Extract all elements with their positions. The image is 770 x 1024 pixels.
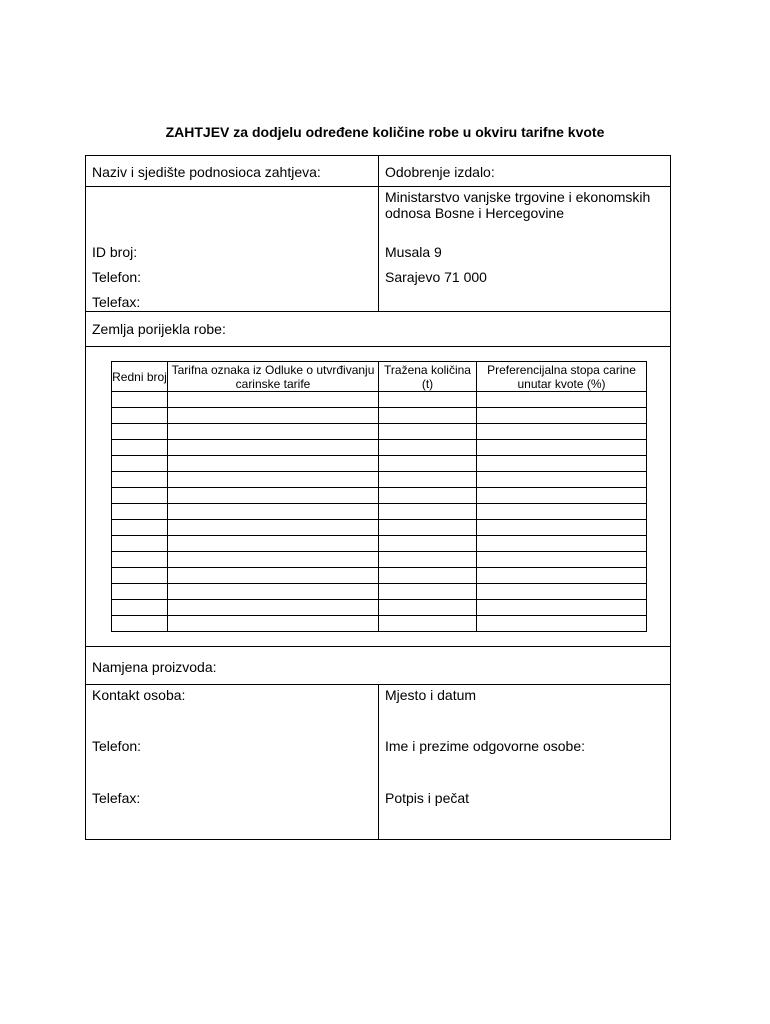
table-cell[interactable] <box>379 408 477 424</box>
table-cell[interactable] <box>379 488 477 504</box>
contact-fax-label: Telefax: <box>92 790 141 806</box>
table-cell[interactable] <box>168 552 379 568</box>
table-cell[interactable] <box>379 504 477 520</box>
column-divider-top <box>378 156 379 311</box>
items-table-body <box>112 392 647 632</box>
table-cell[interactable] <box>477 488 647 504</box>
applicant-id-label: ID broj: <box>92 244 138 260</box>
column-header-tariff-code: Tarifna oznaka iz Odluke o utvrđivanju carinske tarife <box>168 362 379 392</box>
table-cell[interactable] <box>168 584 379 600</box>
table-row <box>112 472 647 488</box>
table-cell[interactable] <box>168 488 379 504</box>
table-row <box>112 456 647 472</box>
table-row <box>112 616 647 632</box>
origin-label: Zemlja porijekla robe: <box>92 321 226 337</box>
table-row <box>112 600 647 616</box>
table-cell[interactable] <box>379 584 477 600</box>
table-cell[interactable] <box>168 456 379 472</box>
table-row <box>112 488 647 504</box>
table-cell[interactable] <box>477 616 647 632</box>
issuer-label: Odobrenje izdalo: <box>385 164 495 180</box>
table-row <box>112 440 647 456</box>
table-row <box>112 424 647 440</box>
table-cell[interactable] <box>112 520 168 536</box>
table-cell[interactable] <box>112 568 168 584</box>
table-cell[interactable] <box>112 392 168 408</box>
table-cell[interactable] <box>168 472 379 488</box>
column-divider-bottom <box>378 684 379 840</box>
table-row <box>112 408 647 424</box>
table-cell[interactable] <box>477 424 647 440</box>
table-cell[interactable] <box>168 440 379 456</box>
table-row <box>112 536 647 552</box>
applicant-name-label: Naziv i sjedište podnosioca zahtjeva: <box>92 164 321 180</box>
issuer-ministry: Ministarstvo vanjske trgovine i ekonomskih odnosa Bosne i Hercegovine <box>385 189 651 221</box>
table-cell[interactable] <box>112 552 168 568</box>
signature-stamp-label: Potpis i pečat <box>385 790 470 806</box>
section-divider-purpose <box>86 646 670 647</box>
applicant-phone-label: Telefon: <box>92 269 142 285</box>
table-cell[interactable] <box>379 616 477 632</box>
table-cell[interactable] <box>168 536 379 552</box>
table-cell[interactable] <box>477 552 647 568</box>
table-cell[interactable] <box>477 600 647 616</box>
table-cell[interactable] <box>379 520 477 536</box>
table-row <box>112 568 647 584</box>
table-cell[interactable] <box>379 568 477 584</box>
table-cell[interactable] <box>112 488 168 504</box>
table-cell[interactable] <box>379 552 477 568</box>
table-cell[interactable] <box>477 584 647 600</box>
table-row <box>112 584 647 600</box>
application-form <box>85 155 671 840</box>
table-cell[interactable] <box>379 440 477 456</box>
table-cell[interactable] <box>112 440 168 456</box>
table-cell[interactable] <box>112 504 168 520</box>
table-cell[interactable] <box>168 568 379 584</box>
section-divider-origin <box>86 311 670 312</box>
responsible-person-label: Ime i prezime odgovorne osobe: <box>385 738 585 754</box>
table-cell[interactable] <box>379 392 477 408</box>
contact-person-label: Kontakt osoba: <box>92 687 186 703</box>
table-cell[interactable] <box>168 392 379 408</box>
table-cell[interactable] <box>379 536 477 552</box>
contact-phone-label: Telefon: <box>92 738 142 754</box>
table-cell[interactable] <box>168 408 379 424</box>
table-cell[interactable] <box>477 440 647 456</box>
table-cell[interactable] <box>112 584 168 600</box>
table-cell[interactable] <box>168 504 379 520</box>
table-cell[interactable] <box>112 616 168 632</box>
table-cell[interactable] <box>168 424 379 440</box>
section-divider-table <box>86 346 670 347</box>
table-cell[interactable] <box>379 456 477 472</box>
table-cell[interactable] <box>477 408 647 424</box>
table-cell[interactable] <box>168 600 379 616</box>
items-table-header <box>112 362 647 392</box>
table-cell[interactable] <box>112 536 168 552</box>
table-cell[interactable] <box>112 600 168 616</box>
form-title: ZAHTJEV za dodjelu određene količine robe u okviru tarifne kvote <box>165 124 605 140</box>
table-cell[interactable] <box>112 408 168 424</box>
table-cell[interactable] <box>477 520 647 536</box>
purpose-label: Namjena proizvoda: <box>92 659 217 675</box>
table-cell[interactable] <box>112 424 168 440</box>
table-cell[interactable] <box>379 600 477 616</box>
table-cell[interactable] <box>477 536 647 552</box>
table-cell[interactable] <box>379 424 477 440</box>
issuer-street: Musala 9 <box>385 244 442 260</box>
table-row <box>112 552 647 568</box>
table-cell[interactable] <box>477 392 647 408</box>
table-cell[interactable] <box>168 616 379 632</box>
table-cell[interactable] <box>168 520 379 536</box>
table-row <box>112 392 647 408</box>
header-divider <box>86 186 670 187</box>
column-header-quantity: Tražena količina (t) <box>379 362 477 392</box>
column-header-preferential-rate: Preferencijalna stopa carine unutar kvote (%) <box>477 362 647 392</box>
table-cell[interactable] <box>379 472 477 488</box>
applicant-fax-label: Telefax: <box>92 294 141 310</box>
table-cell[interactable] <box>477 472 647 488</box>
issuer-city: Sarajevo 71 000 <box>385 269 487 285</box>
items-table <box>111 361 647 632</box>
table-cell[interactable] <box>112 456 168 472</box>
table-row <box>112 504 647 520</box>
column-header-number: Redni broj <box>112 362 168 392</box>
table-row <box>112 520 647 536</box>
table-cell[interactable] <box>477 456 647 472</box>
table-cell[interactable] <box>112 472 168 488</box>
table-cell[interactable] <box>477 504 647 520</box>
table-cell[interactable] <box>477 568 647 584</box>
place-date-label: Mjesto i datum <box>385 687 477 703</box>
